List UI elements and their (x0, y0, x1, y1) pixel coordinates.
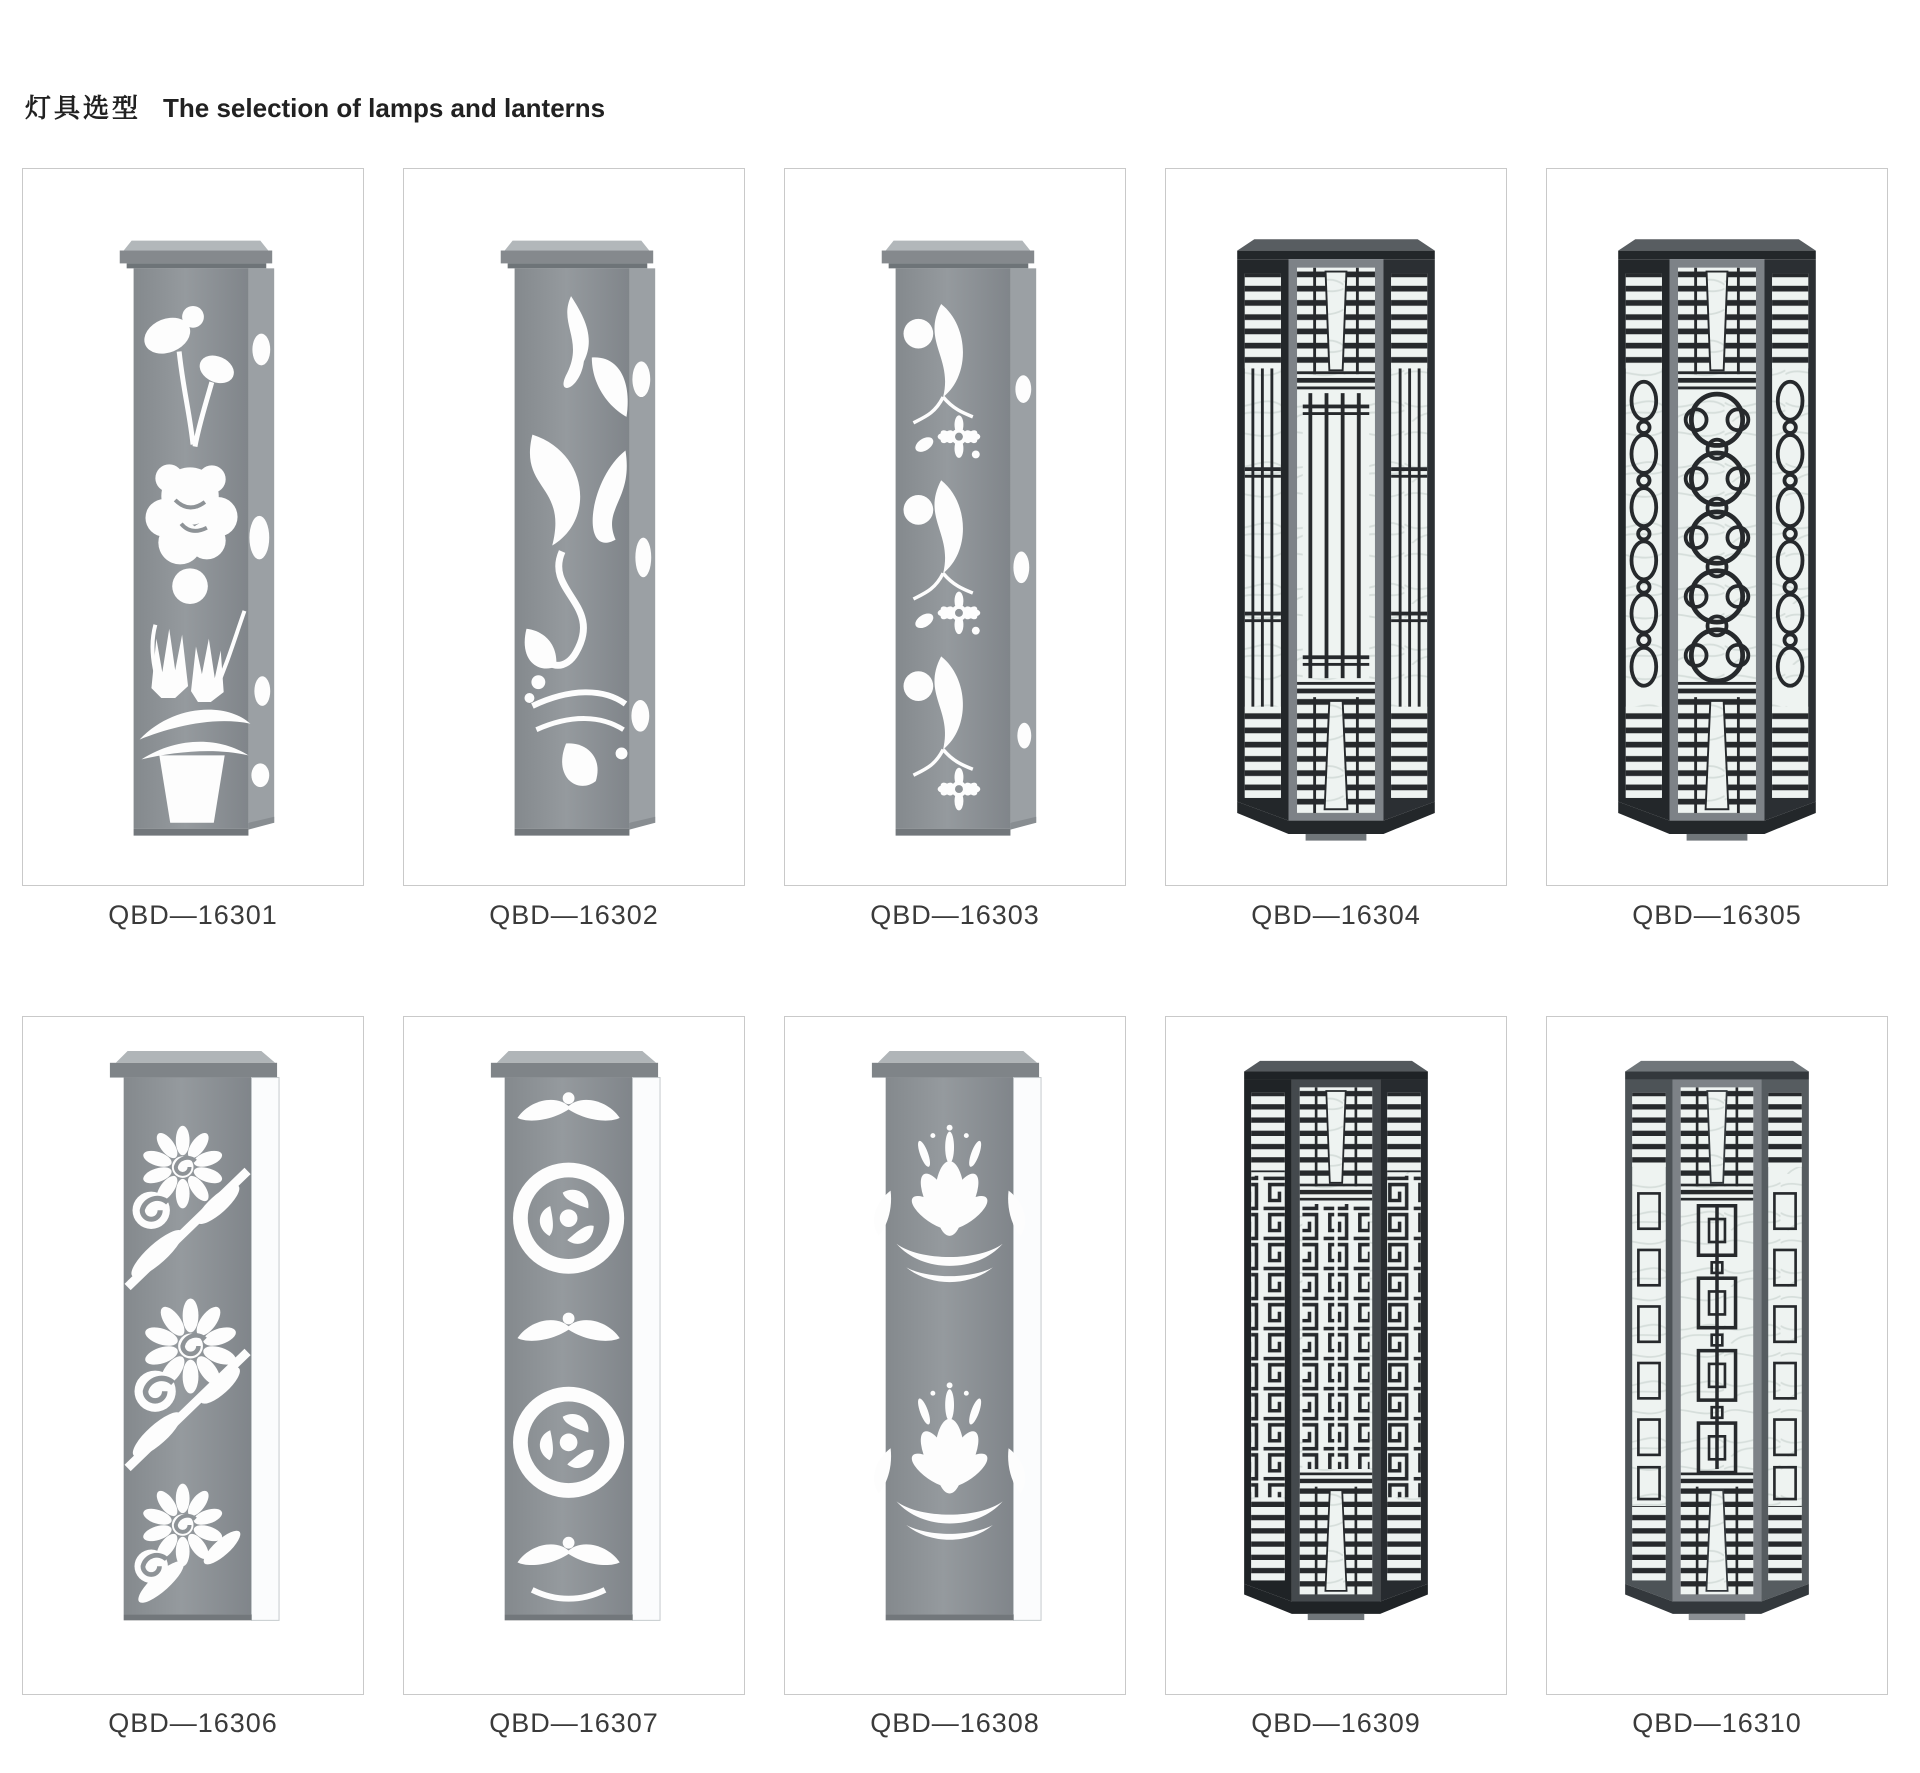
product-card-qbd-16309 (1165, 1016, 1507, 1695)
product-code-label: QBD—16303 (870, 900, 1040, 930)
page-title (25, 88, 605, 125)
product-card-qbd-16304 (1165, 168, 1507, 886)
page-title-zh: 灯具选型 (25, 93, 142, 123)
lamp-image-cloud-scroll (473, 1051, 675, 1641)
product-code-label: QBD—16306 (108, 1708, 278, 1738)
lamp-image-square-lattice-lantern (1611, 1047, 1823, 1649)
product-code-label: QBD—16307 (489, 1708, 659, 1738)
product-card-qbd-16301 (22, 168, 364, 886)
product-code-label: QBD—16302 (489, 900, 659, 930)
product-code-label: QBD—16305 (1632, 900, 1802, 930)
product-card-qbd-16310 (1546, 1016, 1888, 1695)
lamp-image-lotus (854, 1051, 1056, 1641)
product-card-qbd-16307 (403, 1016, 745, 1695)
lamp-image-scroll-leaf (475, 239, 673, 861)
lamp-image-prairie-lattice-lantern (1222, 227, 1450, 869)
product-card-qbd-16303 (784, 168, 1126, 886)
page-title-en: The selection of lamps and lanterns (163, 93, 606, 123)
lamp-image-peony-flowerpot (94, 239, 292, 861)
lamp-image-greek-key-lantern (1230, 1047, 1442, 1649)
product-code-label: QBD—16304 (1251, 900, 1421, 930)
product-card-qbd-16302 (403, 168, 745, 886)
lamp-image-flower-sprig (856, 239, 1054, 861)
product-code-label: QBD—16301 (108, 900, 278, 930)
product-code-label: QBD—16309 (1251, 1708, 1421, 1738)
lamp-image-spiral-daisy (92, 1051, 294, 1641)
product-code-label: QBD—16308 (870, 1708, 1040, 1738)
product-code-label: QBD—16310 (1632, 1708, 1802, 1738)
product-card-qbd-16308 (784, 1016, 1126, 1695)
product-card-qbd-16305 (1546, 168, 1888, 886)
lamp-image-ring-chain-lantern (1603, 227, 1831, 869)
product-card-qbd-16306 (22, 1016, 364, 1695)
